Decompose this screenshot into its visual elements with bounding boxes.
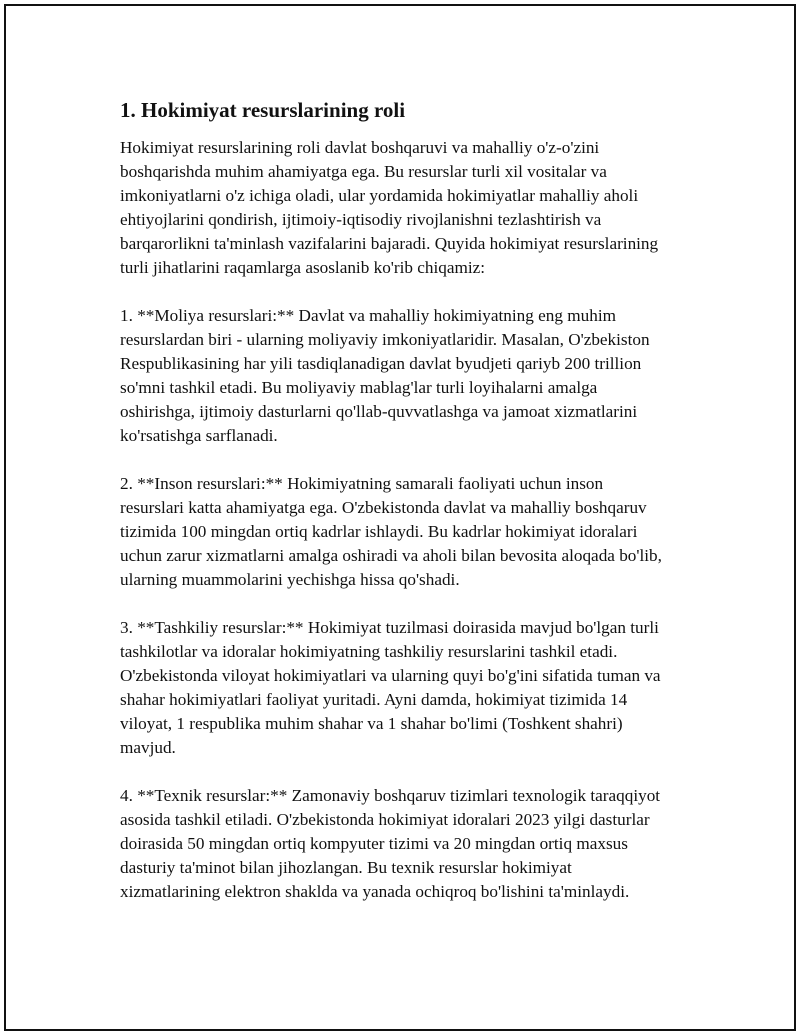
- page-frame: [4, 4, 796, 1031]
- paragraph-human-resources: 2. **Inson resurslari:** Hokimiyatning samarali faoliyati uchun inson resurslari katta ahamiyatga ega. O'zbekistonda davlat va mahalliy boshqaruv tizimida 100 mingdan ortiq kadrlar ishlaydi. Bu kadrlar hokimiyat idoralari uchun zarur xizmatlarni amalga oshiradi va aholi bilan bevosita aloqada bo'lib, ularning muammolarini yechishga hissa qo'shadi.: [120, 474, 662, 589]
- paragraph-finance-resources: 1. **Moliya resurslari:** Davlat va mahalliy hokimiyatning eng muhim resurslardan biri - ularning moliyaviy imkoniyatlaridir. Masalan, O'zbekiston Respublikasining har yili tasdiqlanadigan davlat byudjeti qariyb 200 trillion so'mni tashkil etadi. Bu moliyaviy mablag'lar turli loyihalarni amalga oshirishga, ijtimoiy dasturlarni qo'llab-quvvatlashga va jamoat xizmatlarini ko'rsatishga sarflanadi.: [120, 306, 650, 445]
- document-body: [120, 96, 668, 904]
- paragraph-organizational-resources: 3. **Tashkiliy resurslar:** Hokimiyat tuzilmasi doirasida mavjud bo'lgan turli tashkilotlar va idoralar hokimiyatning tashkiliy resurslarini tashkil etadi. O'zbekistonda viloyat hokimiyatlari va ularning quyi bo'g'ini sifatida tuman va shahar hokimiyatlari faoliyat yuritadi. Ayni damda, hokimiyat tizimida 14 viloyat, 1 respublika muhim shahar va 1 shahar bo'limi (Toshkent shahri) mavjud.: [120, 618, 661, 757]
- intro-paragraph: Hokimiyat resurslarining roli davlat boshqaruvi va mahalliy o'z-o'zini boshqarishda muhim ahamiyatga ega. Bu resurslar turli xil vositalar va imkoniyatlarni o'z ichiga oladi, ular yordamida hokimiyatlar mahalliy aholi ehtiyojlarini qondirish, ijtimoiy-iqtisodiy rivojlanishni tezlashtirish va barqarorlikni ta'minlash vazifalarini bajaradi. Quyida hokimiyat resurslarining turli jihatlarini raqamlarga asoslanib ko'rib chiqamiz:: [120, 138, 659, 277]
- section-heading: 1. Hokimiyat resurslarining roli: [120, 98, 406, 122]
- paragraph-technical-resources: 4. **Texnik resurslar:** Zamonaviy boshqaruv tizimlari texnologik taraqqiyot asosida tashkil etiladi. O'zbekistonda hokimiyat idoralari 2023 yilgi dasturlar doirasida 50 mingdan ortiq kompyuter tizimi va 20 mingdan ortiq maxsus dasturiy ta'minot bilan jihozlangan. Bu texnik resurslar hokimiyat xizmatlarining elektron shaklda va yanada ochiqroq bo'lishini ta'minlaydi.: [120, 786, 661, 901]
